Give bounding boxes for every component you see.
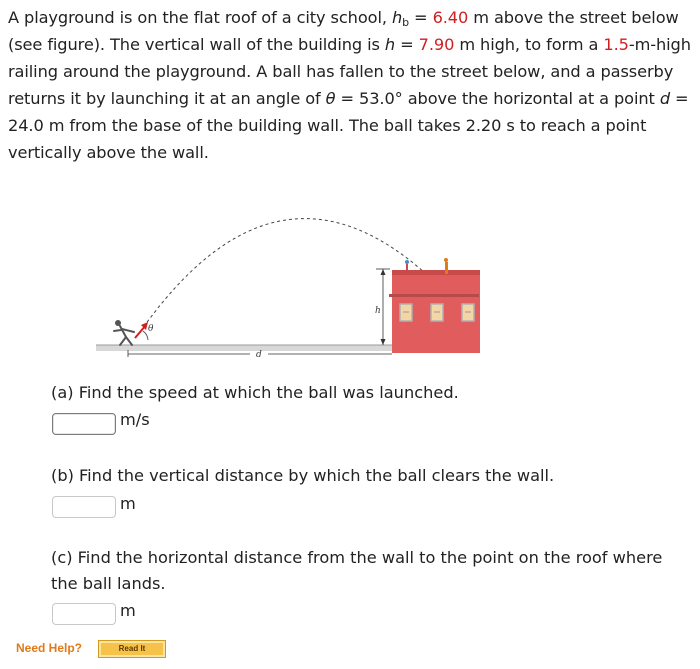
question-b: (b) Find the vertical distance by which the ball clears the wall. <box>51 466 555 485</box>
h-value: 7.90 <box>418 35 455 54</box>
unit-c: m <box>120 601 136 620</box>
problem-statement: A playground is on the flat roof of a city school, $h_b = 6.40$ m above the street below (see figure). The vertical wall of the building is h = 7.90 m high, to form a 1.5-m-high railing around the playground. A ball has fallen to the street below, and a passerby returns it by launching it at an angle of θ = 53.0° above the horizontal at a point d = 24.0 m from the base of the building wall. The ball takes 2.20 s to reach a point vertically above the wall. <box>8 8 691 162</box>
answer-a-input[interactable] <box>52 413 116 435</box>
unit-b: m <box>120 494 136 513</box>
need-help-label: Need Help? <box>16 641 83 655</box>
street <box>96 345 394 351</box>
answer-c-input[interactable] <box>52 603 116 625</box>
school-building <box>389 258 480 353</box>
problem-figure <box>90 200 490 370</box>
unit-a: m/s <box>120 410 150 429</box>
h-label: h <box>375 306 381 316</box>
trajectory-path <box>140 219 425 332</box>
read-it-button[interactable]: Read It <box>98 640 166 658</box>
question-a: (a) Find the speed at which the ball was launched. <box>51 383 459 402</box>
answer-b-input[interactable] <box>52 496 116 518</box>
hb-value: 6.40 <box>432 8 469 27</box>
question-c: (c) Find the horizontal distance from the wall to the point on the roof where the ball lands. <box>51 548 663 593</box>
railing-value: 1.5 <box>603 35 629 54</box>
passerby-figure <box>114 320 134 345</box>
theta-label: θ <box>148 324 154 334</box>
d-label: d <box>256 350 262 360</box>
